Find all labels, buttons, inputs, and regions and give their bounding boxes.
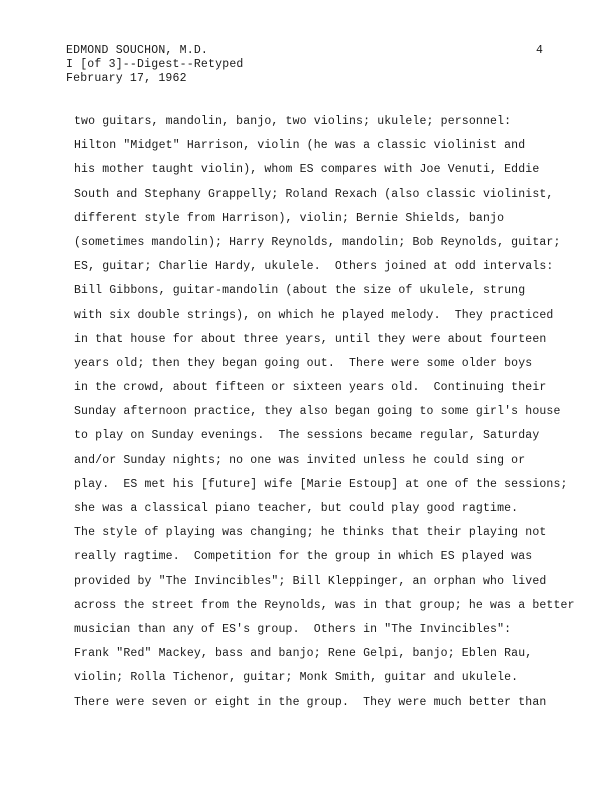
text-line: in that house for about three years, until they were about fourteen (74, 332, 547, 346)
document-header (66, 44, 244, 86)
text-line: and/or Sunday nights; no one was invited unless he could sing or (74, 453, 526, 467)
text-line: to play on Sunday evenings. The sessions became regular, Saturday (74, 429, 540, 443)
header-series: I [of 3]--Digest--Retyped (66, 58, 244, 71)
text-line: Frank "Red" Mackey, bass and banjo; Rene Gelpi, banjo; Eblen Rau, (74, 647, 533, 661)
text-line: provided by "The Invincibles"; Bill Kleppinger, an orphan who lived (74, 574, 547, 588)
text-line: two guitars, mandolin, banjo, two violins; ukulele; personnel: (74, 115, 512, 128)
text-line: years old; then they began going out. There were some older boys (74, 356, 533, 370)
text-line: play. ES met his [future] wife [Marie Estoup] at one of the sessions; (74, 477, 568, 491)
header-author: EDMOND SOUCHON, M.D. (66, 44, 209, 57)
text-line: with six double strings), on which he played melody. They practiced (74, 308, 554, 322)
text-line: violin; Rolla Tichenor, guitar; Monk Smith, guitar and ukulele. (74, 671, 519, 685)
text-line: in the crowd, about fifteen or sixteen years old. Continuing their (74, 381, 547, 395)
text-line: ES, guitar; Charlie Hardy, ukulele. Others joined at odd intervals: (74, 260, 554, 274)
text-line: South and Stephany Grappelly; Roland Rexach (also classic violinist, (74, 187, 554, 201)
text-line: across the street from the Reynolds, was in that group; he was a better (74, 598, 575, 612)
header-date: February 17, 1962 (66, 72, 187, 85)
text-line: his mother taught violin), whom ES compares with Joe Venuti, Eddie (74, 163, 540, 177)
text-line: (sometimes mandolin); Harry Reynolds, mandolin; Bob Reynolds, guitar; (74, 235, 561, 249)
text-line: Bill Gibbons, guitar-mandolin (about the size of ukulele, strung (74, 284, 526, 298)
text-line: Hilton "Midget" Harrison, violin (he was a classic violinist and (74, 139, 526, 153)
text-line: There were seven or eight in the group. They were much better than (74, 695, 547, 709)
text-line: different style from Harrison), violin; Bernie Shields, banjo (74, 211, 505, 225)
text-line: really ragtime. Competition for the group in which ES played was (74, 550, 533, 564)
text-line: The style of playing was changing; he thinks that their playing not (74, 526, 547, 540)
body-text (74, 115, 594, 720)
text-line: Sunday afternoon practice, they also began going to some girl's house (74, 405, 561, 419)
text-line: she was a classical piano teacher, but could play good ragtime. (74, 502, 519, 515)
text-line: musician than any of ES's group. Others in "The Invincibles": (74, 622, 512, 636)
page-number: 4 (536, 44, 543, 57)
